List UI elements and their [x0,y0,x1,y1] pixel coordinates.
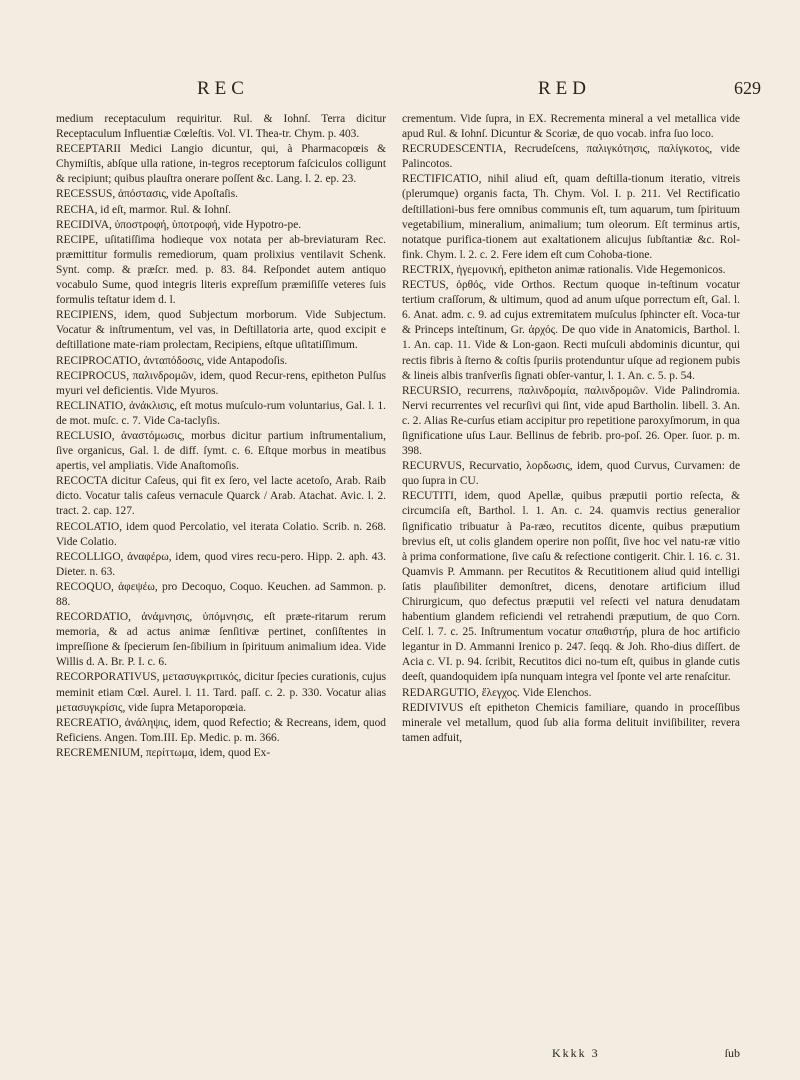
entry: RECEPTARII Medici Langio dicuntur, qui, à Pharmacopœis & Chymiſtis, abſque ulla ratione, in-tegros receptorum faſciculos colligunt & recipiunt; quibus plauſtra onerare poſſent &c. Lang. l. 2. ep. 23. [56,143,386,186]
entry: RECLINATIO, ἀνάκλισις, eſt motus muſculo-rum voluntarius, Gal. l. 1. de mot. muſc. c. 7. Vide Ca-taclyſis. [56,399,386,427]
catchword: ſub [724,1046,740,1060]
running-head [0,78,800,102]
left-heading: REC [197,78,249,99]
entry: RECIPROCATIO, ἀνταπόδοσις, vide Antapodoſis. [56,354,288,367]
right-column [402,112,740,746]
entry: crementum. Vide ſupra, in EX. Recrementa mineral a vel metallica vide apud Rul. & Iohnſ. Dicuntur & Scoriæ, de quo vocab. infra ſuo loco. [402,113,740,141]
right-heading: RED [538,78,591,99]
entry: RECIDIVA, ὑποστροφή, ὑποτροφή, vide Hypotro-pe. [56,218,302,231]
entry: RECRUDESCENTIA, Recrudeſcens, παλιγκότησις, παλίγκοτος, vide Palincotos. [402,143,740,171]
entry: RECREATIO, ἀνάληψις, idem, quod Refectio; & Recreans, idem, quod Reficiens. Angen. Tom.III. Ep. Medic. p. m. 366. [56,716,386,744]
entry: RECOLLIGO, ἀναφέρω, idem, quod vires recu-pero. Hipp. 2. aph. 43. Dieter. n. 63. [56,550,386,578]
page-footer [402,1046,740,1062]
entry: REDARGUTIO, ἔλεγχος. Vide Elenchos. [402,686,592,699]
entry: RECURSIO, recurrens, παλινδρομία, παλινδρομῶν. Vide Palindromia. Nervi recurrentes vel recurſivi qui ſint, vide apud Bartholin. libell. 3. An. c. 2. Alias Re-curſus etiam accipitur pro repetitione paroxyſmorum, in qua ſignificatione uſus Laur. Bellinus de febrib. pro-poſ. 26. Oper. ſuor. p. m. 398. [402,384,740,458]
left-column [56,112,386,761]
entry: RECURVUS, Recurvatio, λορδωσις, idem, quod Curvus, Curvamen: de quo ſupra in CU. [402,460,740,488]
entry: RECOQUO, ἀφεψέω, pro Decoquo, Coquo. Keuchen. ad Sammon. p. 88. [56,580,386,608]
entry: RECIPIENS, idem, quod Subjectum morborum. Vide Subjectum. Vocatur & inſtrumentum, vel vas, in Deſtillatoria arte, quod excipit e deſtillatione mate-riam prolectam, Recipiens, eſtque uſitatiſſimum. [56,309,386,352]
entry: RECORPORATIVUS, μετασυγκριτικός, dicitur ſpecies curationis, cujus meminit etiam Cœl. Aurel. l. 11. Tard. paſſ. c. 2. p. 330. Vocatur alias μετασυγκρίσις, vide ſupra Metaporopœia. [56,671,386,714]
entry: RECTRIX, ἡγεμονική, epitheton animæ rationalis. Vide Hegemonicos. [402,263,726,276]
entry: RECTIFICATIO, nihil aliud eſt, quam deſtilla-tionum iteratio, vitreis (plerumque) organis facta, Th. Chym. Vol. I. p. 211. Vel Rectificatio deſtillationi-bus fere omnibus communis eſt, tum aquarum, tum ſpirituum vegetabilium, mineralium, animalium; tum oleorum. Eſt terminus artis, notatque purifica-tionem aut exaltationem alicujus ſubſtantiæ &c. Rol-fink. Chym. l. 2. c. 2. Fere idem eſt cum Cohoba-tione. [402,173,740,261]
page-number: 629 [734,78,761,98]
entry: medium receptaculum requiritur. Rul. & Iohnſ. Terra dicitur Receptaculum Influentiæ Cœleſtis. Vol. VI. Thea-tr. Chym. p. 403. [56,113,386,141]
entry: RECUTITI, idem, quod Apellæ, quibus præputii portio reſecta, & circumciſa eſt, Barthol. l. 1. An. c. 24. quamvis rectius generalior ſignificatio tribuatur à Pa-ræo, recutitos dicente, quibus præputium brevius eſt, ut colis glandem operire non poſſit, ſive hoc vel natu-ræ vitio à prima conformatione, ſive caſu & reſectione contigerit. Chir. l. 16. c. 31. Quamvis P. Ammann. per Recutitos & Recutitionem aliud quid intelligi ſatis plauſibiliter demonſtret, dicens, denotare artificium illud Chirurgicum, quo defectus præputii vel reſecti vel natura denudatam habentium glandem reficiendi vel retrahendi præputium, de quo Corn. Celſ. l. 7. c. 25. Inſtrumentum vocatur σπαθιστήρ, plura de hoc artificio legantur in D. Ammanni Irenico p. 247. ſeqq. & Joh. Rho-dius diſſert. de Acia c. VI. p. 94. ſcribit, Recutitos dici no-tum eſt, quibus in glande cutis deeſt, quandoquidem ipſa nunquam integra vel ſponte vel arte renaſcitur. [402,490,740,684]
entry: RECIPE, uſitatiſſima hodieque vox notata per ab-breviaturam Rec. præmittitur formulis remediorum, quam prolixius ventilavit Schenk. Synt. comp. & præſcr. med. p. 83. 84. Reſpondet autem antiquo vocabulo Sume, quod integris literis expreſſum præmiſiſſe veteres ſuis formulis teſtatur idem d. l. [56,233,386,307]
entry: RECOCTA dicitur Caſeus, qui fit ex ſero, vel lacte acetoſo, Arab. Raib dicto. Vocatur talis caſeus vernacule Quarck / Arab. Atachat. Avic. l. 2. tract. 2. cap. 127. [56,475,386,518]
entry: RECESSUS, ἀπόστασις, vide Apoſtaſis. [56,188,238,201]
entry: RECTUS, ὀρθός, vide Orthos. Rectum quoque in-teſtinum vocatur tertium craſſorum, & ultimum, quod ad anum uſque porrectum eſt, Gal. l. 6. Anat. adm. c. 9. ad cujus extremitatem muſculus ſphincter eſt. Voca-tur & Princeps inteſtinum, Gr. ἀρχός. De quo vide in Anatomicis, Barthol. l. 1. An. cap. 11. Vide & Lon-gaon. Recti muſculi abdominis dicuntur, qui rectis fibris à ſterno & coſtis ſpuriis protenduntur uſque ad regionem pubis & lineis albis tranſverſis ſignati obſer-vantur, l. 1. An. c. 5. p. 54. [402,279,740,382]
entry: RECOLATIO, idem quod Percolatio, vel iterata Colatio. Scrib. n. 268. Vide Colatio. [56,520,386,548]
entry: RECIPROCUS, παλινδρομῶν, idem, quod Recur-rens, epitheton Pulſus myuri vel deficientis. Vide Myuros. [56,369,386,397]
entry: RECREMENIUM, περίττωμα, idem, quod Ex- [56,746,271,759]
signature-mark: Kkkk 3 [552,1046,600,1060]
entry: REDIVIVUS eſt epitheton Chemicis familiare, quando in proceſſibus minerale vel metallum, quod ſub alia forma delituit inviſibiliter, revera tamen adfuit, [402,701,740,744]
entry: RECLUSIO, ἀναστόμωσις, morbus dicitur partium inſtrumentalium, ſive organicus, Gal. l. de diff. ſymt. c. 6. Eſtque morbus in meatibus apertis, vel ampliatis. Vide Anaſtomoſis. [56,429,386,473]
entry: RECORDATIO, ἀνάμνησις, ὑπόμνησις, eſt præte-ritarum rerum memoria, & ad actus animæ ſenſitivæ pertinet, conſiſtentes in impreſſione & ſpecierum ſen-ſibilium in ſpirituum animalium idea. Vide Willis d. A. Br. P. I. c. 6. [56,611,386,669]
entry: RECHA, id eſt, marmor. Rul. & Iohnſ. [56,203,231,216]
